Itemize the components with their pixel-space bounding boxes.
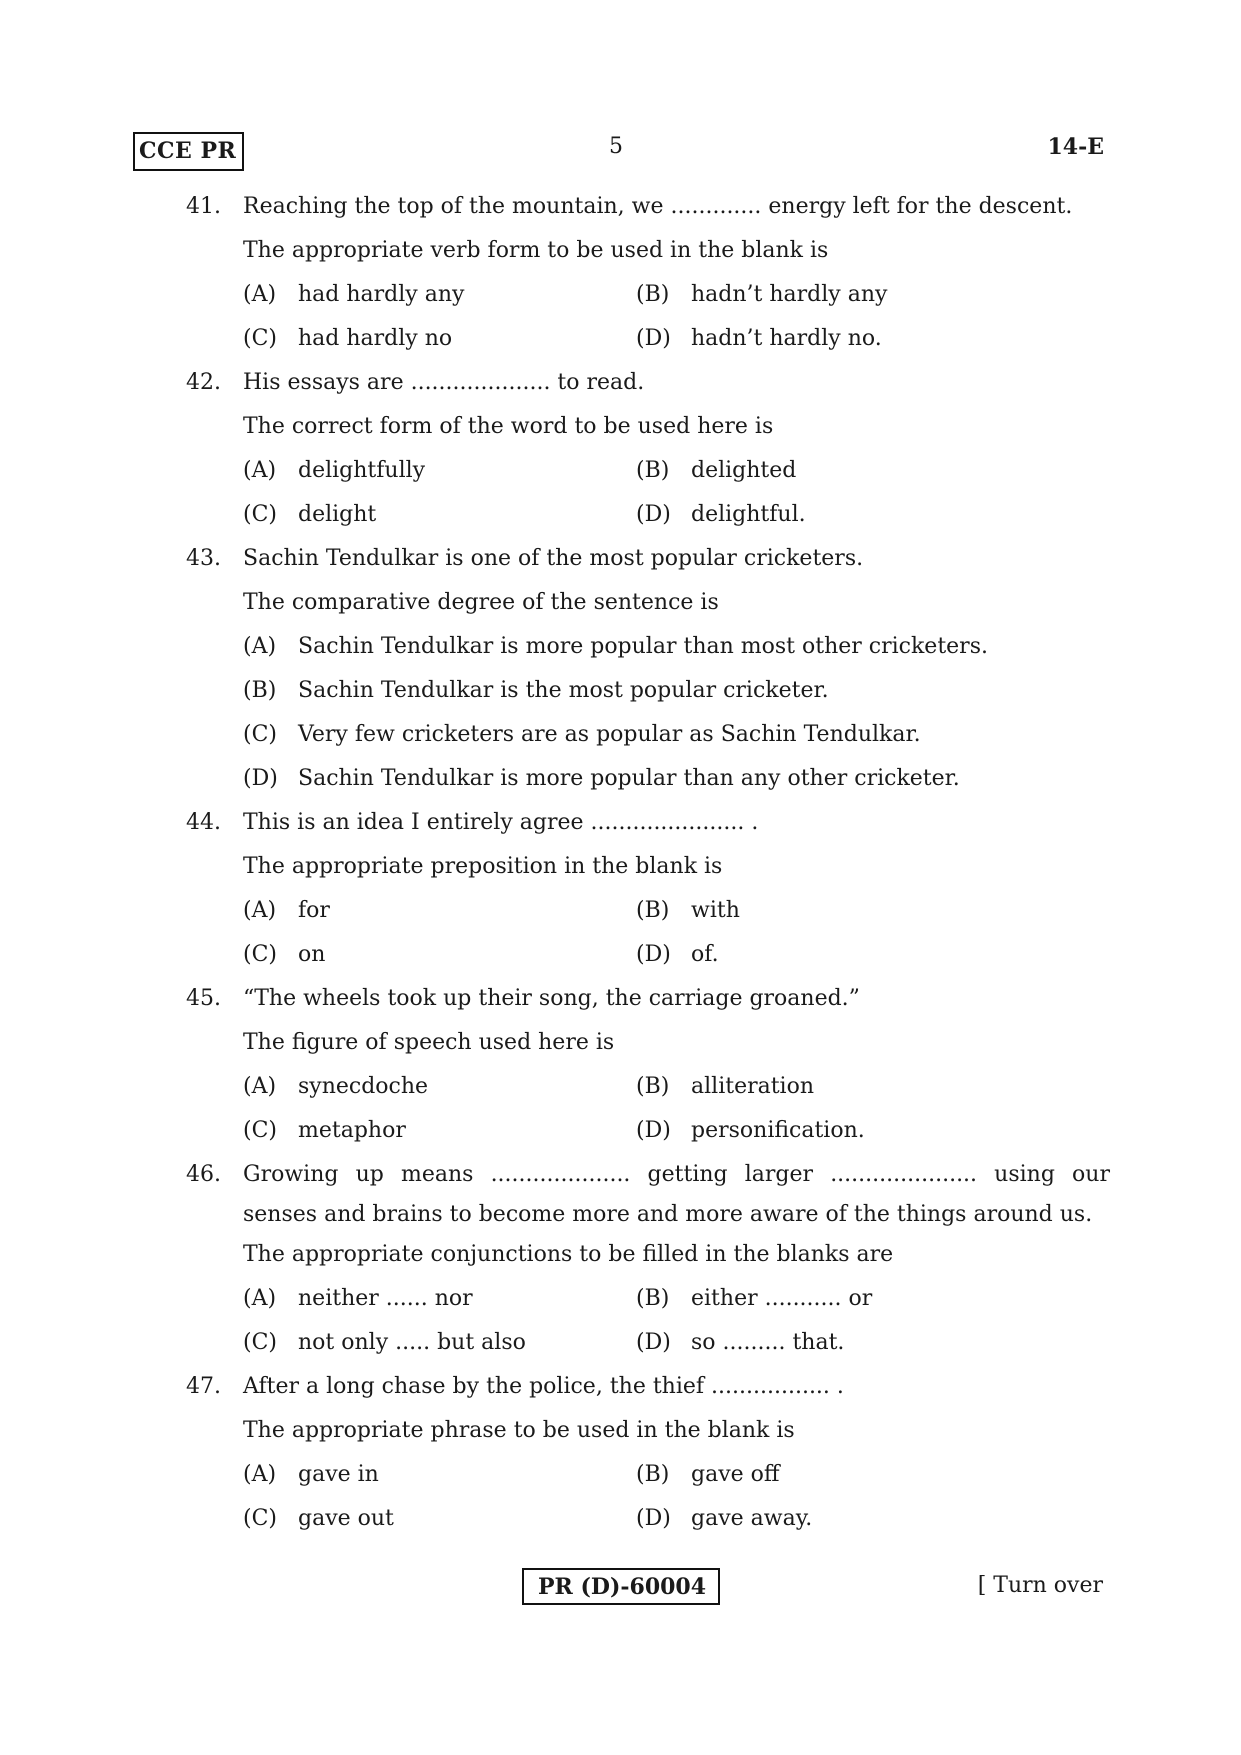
question-number: 41. — [186, 194, 221, 219]
question-text: His essays are .................... to read. — [243, 370, 645, 395]
option-label: (B) — [636, 282, 670, 307]
option-a — [243, 1277, 636, 1321]
option-b — [636, 1277, 1029, 1321]
question-text-continued: senses and brains to become more and more aware of the things around us. — [243, 1202, 1093, 1227]
question-44 — [186, 801, 1110, 977]
option-a — [243, 1453, 636, 1497]
option-c — [243, 317, 636, 361]
option-c — [243, 1109, 636, 1153]
question-instruction: The appropriate phrase to be used in the blank is — [243, 1418, 795, 1443]
option-d — [636, 1109, 1029, 1153]
paper-code: 14-E — [1047, 134, 1104, 160]
option-label: (A) — [243, 1286, 277, 1311]
option-c — [243, 713, 1110, 757]
option-a — [243, 449, 636, 493]
option-label: (D) — [636, 326, 671, 351]
option-text: personification. — [691, 1118, 865, 1143]
option-b — [636, 1453, 1029, 1497]
option-label: (C) — [243, 1330, 277, 1355]
footer-paper-code: PR (D)-60004 — [522, 1568, 720, 1605]
question-instruction: The appropriate preposition in the blank is — [243, 854, 723, 879]
option-c — [243, 933, 636, 977]
option-text: had hardly any — [298, 282, 465, 307]
option-text: so ......... that. — [691, 1330, 845, 1355]
option-b — [636, 889, 1029, 933]
question-instruction: The correct form of the word to be used here is — [243, 414, 774, 439]
option-d — [243, 757, 1110, 801]
option-text: hadn’t hardly any — [691, 282, 888, 307]
option-d — [636, 493, 1029, 537]
option-a — [243, 273, 636, 317]
option-a — [243, 625, 1110, 669]
question-number: 42. — [186, 370, 221, 395]
option-label: (C) — [243, 326, 277, 351]
option-text: either ........... or — [691, 1286, 873, 1311]
option-text: hadn’t hardly no. — [691, 326, 882, 351]
option-text: delightfully — [298, 458, 426, 483]
question-number: 45. — [186, 986, 221, 1011]
option-label: (A) — [243, 282, 277, 307]
option-label: (C) — [243, 722, 277, 747]
option-text: had hardly no — [298, 326, 453, 351]
option-d — [636, 1321, 1029, 1365]
option-d — [636, 1497, 1029, 1541]
option-text: Sachin Tendulkar is more popular than any other cricketer. — [298, 766, 960, 791]
question-number: 47. — [186, 1374, 221, 1399]
option-label: (B) — [636, 1462, 670, 1487]
option-label: (A) — [243, 898, 277, 923]
question-list — [186, 185, 1110, 1541]
question-number: 44. — [186, 810, 221, 835]
question-43 — [186, 537, 1110, 801]
option-text: for — [298, 898, 330, 923]
option-text: of. — [691, 942, 719, 967]
option-label: (A) — [243, 458, 277, 483]
option-d — [636, 933, 1029, 977]
option-label: (A) — [243, 634, 277, 659]
option-text: synecdoche — [298, 1074, 429, 1099]
option-text: gave in — [298, 1462, 379, 1487]
option-text: delighted — [691, 458, 797, 483]
option-label: (B) — [636, 1074, 670, 1099]
question-41 — [186, 185, 1110, 361]
option-label: (D) — [636, 1118, 671, 1143]
option-a — [243, 889, 636, 933]
option-label: (C) — [243, 1506, 277, 1531]
question-instruction: The figure of speech used here is — [243, 1030, 615, 1055]
question-number: 46. — [186, 1162, 221, 1187]
option-label: (B) — [636, 458, 670, 483]
option-text: neither ...... nor — [298, 1286, 473, 1311]
question-47 — [186, 1365, 1110, 1541]
option-c — [243, 1321, 636, 1365]
question-number: 43. — [186, 546, 221, 571]
question-45 — [186, 977, 1110, 1153]
question-text: This is an idea I entirely agree ...................... . — [243, 810, 759, 835]
question-instruction: The appropriate conjunctions to be filled in the blanks are — [243, 1242, 894, 1267]
question-text: Growing up means .................... getting larger ..................... using our — [243, 1162, 1110, 1187]
question-text: Reaching the top of the mountain, we ............. energy left for the descent. — [243, 194, 1073, 219]
option-text: with — [691, 898, 740, 923]
option-text: not only ..... but also — [298, 1330, 526, 1355]
option-label: (B) — [636, 1286, 670, 1311]
option-label: (D) — [636, 1330, 671, 1355]
option-b — [636, 449, 1029, 493]
option-b — [636, 1065, 1029, 1109]
question-instruction: The appropriate verb form to be used in the blank is — [243, 238, 829, 263]
turn-over-note: [ Turn over — [977, 1573, 1103, 1598]
question-instruction: The comparative degree of the sentence is — [243, 590, 719, 615]
option-label: (D) — [636, 502, 671, 527]
option-text: on — [298, 942, 326, 967]
option-label: (A) — [243, 1074, 277, 1099]
question-text: Sachin Tendulkar is one of the most popular cricketers. — [243, 546, 864, 571]
page-number: 5 — [609, 134, 623, 159]
option-label: (C) — [243, 942, 277, 967]
option-text: delight — [298, 502, 377, 527]
option-b — [243, 669, 1110, 713]
option-label: (C) — [243, 502, 277, 527]
option-text: gave off — [691, 1462, 780, 1487]
option-c — [243, 493, 636, 537]
option-label: (B) — [243, 678, 277, 703]
option-text: gave out — [298, 1506, 394, 1531]
option-label: (C) — [243, 1118, 277, 1143]
option-text: alliteration — [691, 1074, 815, 1099]
question-46 — [186, 1153, 1110, 1365]
option-text: Sachin Tendulkar is more popular than most other cricketers. — [298, 634, 988, 659]
option-label: (A) — [243, 1462, 277, 1487]
option-c — [243, 1497, 636, 1541]
option-text: gave away. — [691, 1506, 813, 1531]
option-b — [636, 273, 1029, 317]
option-text: Sachin Tendulkar is the most popular cricketer. — [298, 678, 829, 703]
option-text: Very few cricketers are as popular as Sachin Tendulkar. — [298, 722, 921, 747]
option-text: delightful. — [691, 502, 806, 527]
question-text: “The wheels took up their song, the carriage groaned.” — [243, 986, 860, 1011]
option-label: (D) — [636, 1506, 671, 1531]
option-label: (D) — [636, 942, 671, 967]
header-section-code: CCE PR — [133, 132, 244, 171]
option-label: (D) — [243, 766, 278, 791]
question-text: After a long chase by the police, the thief ................. . — [243, 1374, 844, 1399]
option-a — [243, 1065, 636, 1109]
option-text: metaphor — [298, 1118, 406, 1143]
option-d — [636, 317, 1029, 361]
option-label: (B) — [636, 898, 670, 923]
question-42 — [186, 361, 1110, 537]
